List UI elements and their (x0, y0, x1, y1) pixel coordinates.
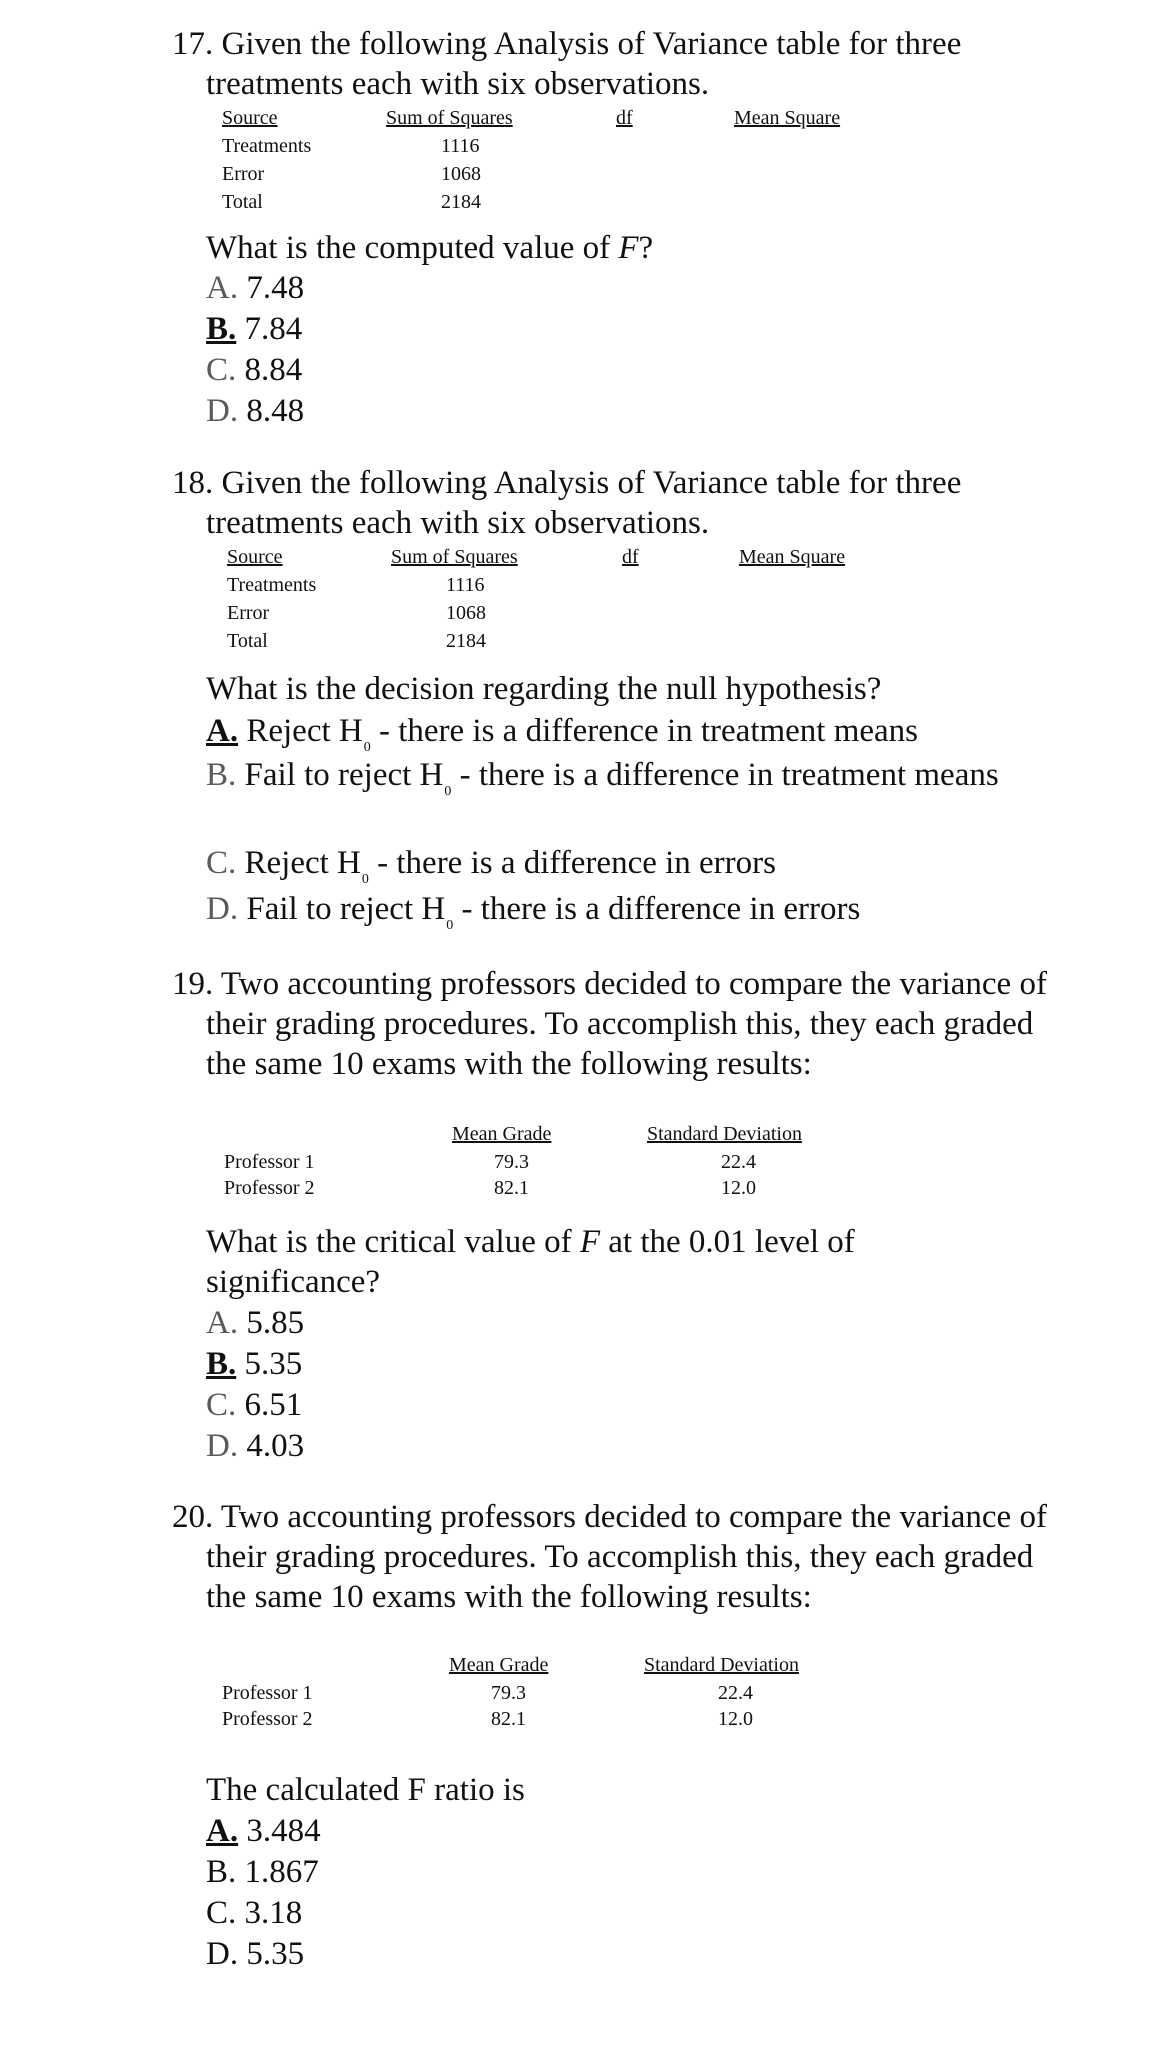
table-cell-mean: 79.3 (491, 1682, 526, 1704)
table-cell-sd: 12.0 (721, 1177, 756, 1199)
option-c[interactable] (206, 841, 1026, 892)
option-b[interactable] (206, 1852, 319, 1892)
option-letter: A. (206, 1813, 239, 1849)
table-header-mean: Mean Grade (449, 1654, 549, 1676)
table-cell-ss: 1116 (441, 135, 480, 157)
table-cell-mean: 79.3 (494, 1151, 529, 1173)
table-cell-ss: 2184 (441, 191, 481, 213)
table-header-ms: Mean Square (739, 546, 846, 568)
table-header-df: df (616, 107, 633, 129)
option-letter: B. (206, 757, 237, 793)
question-17-prompt (206, 228, 653, 268)
option-text: 3.484 (238, 1813, 321, 1849)
subscript-zero: 0 (363, 740, 371, 755)
option-c[interactable] (206, 350, 302, 390)
prompt-text: at the 0.01 level of significance? (206, 1224, 855, 1300)
option-letter: C. (206, 1387, 237, 1423)
table-cell-sd: 22.4 (721, 1151, 756, 1173)
option-text: - there is a difference in treatment means (370, 713, 919, 749)
table-cell-name: Professor 1 (222, 1682, 313, 1704)
option-letter: C. (206, 352, 237, 388)
option-text: 5.35 (236, 1346, 303, 1382)
prompt-variable: F (618, 230, 639, 266)
option-text: 1.867 (236, 1854, 319, 1890)
table-cell-source: Total (227, 630, 268, 652)
table-cell-source: Error (227, 602, 270, 624)
option-d[interactable] (206, 391, 304, 431)
option-d[interactable] (206, 1934, 304, 1974)
table-cell-mean: 82.1 (494, 1177, 529, 1199)
table-cell-ss: 1116 (446, 574, 485, 596)
table-header-sd: Standard Deviation (647, 1123, 802, 1145)
option-text: 5.35 (238, 1936, 305, 1972)
table-cell-name: Professor 2 (222, 1708, 313, 1730)
table-cell-name: Professor 2 (224, 1177, 315, 1199)
table-cell-ss: 1068 (446, 602, 486, 624)
option-text: Fail to reject H (236, 757, 444, 793)
option-text: - there is a difference in errors (368, 845, 776, 881)
option-letter: A. (206, 713, 239, 749)
table-cell-sd: 22.4 (718, 1682, 753, 1704)
question-18-prompt: What is the decision regarding the null hypothesis? (206, 671, 882, 707)
question-20-prompt: The calculated F ratio is (206, 1772, 525, 1808)
option-text: 3.18 (236, 1895, 303, 1931)
question-18-stem: 18. Given the following Analysis of Variance table for three treatments each with six observations. (172, 465, 962, 541)
option-letter: C. (206, 845, 237, 881)
table-header-ss: Sum of Squares (391, 546, 518, 568)
prompt-variable: F (579, 1224, 601, 1260)
option-letter: A. (206, 270, 239, 306)
option-text: 5.85 (238, 1305, 305, 1341)
table-header-df: df (622, 546, 639, 568)
option-a[interactable] (206, 268, 304, 308)
option-text: - there is a difference in treatment means (451, 757, 999, 793)
option-letter: D. (206, 891, 239, 927)
option-text: Fail to reject H (238, 891, 446, 927)
table-cell-source: Error (222, 163, 265, 185)
table-header-ss: Sum of Squares (386, 107, 513, 129)
table-cell-ss: 2184 (446, 630, 486, 652)
question-19-stem: 19. Two accounting professors decided to compare the variance of their grading procedures. To accomplish this, they each graded the same 10 exams with the following results: (172, 966, 1047, 1082)
table-cell-source: Treatments (227, 574, 317, 596)
option-text: 7.48 (238, 270, 305, 306)
option-text: 6.51 (236, 1387, 303, 1423)
table-header-ms: Mean Square (734, 107, 841, 129)
question-20-stem: 20. Two accounting professors decided to compare the variance of their grading procedures. To accomplish this, they each graded the same 10 exams with the following results: (172, 1499, 1047, 1615)
option-text: 8.48 (238, 393, 305, 429)
table-header-source: Source (222, 107, 278, 129)
question-17-stem: 17. Given the following Analysis of Variance table for three treatments each with six observations. (172, 26, 962, 102)
prompt-text: What is the critical value of (206, 1224, 580, 1260)
option-text: 8.84 (236, 352, 303, 388)
option-letter: D. (206, 1936, 239, 1972)
option-c[interactable] (206, 1385, 302, 1425)
option-d[interactable] (206, 1426, 304, 1466)
option-a[interactable] (206, 1811, 321, 1851)
table-header-source: Source (227, 546, 283, 568)
table-cell-source: Total (222, 191, 263, 213)
option-text: Reject H (236, 845, 361, 881)
option-text: 4.03 (238, 1428, 305, 1464)
table-header-mean: Mean Grade (452, 1123, 552, 1145)
option-text: - there is a difference in errors (453, 891, 861, 927)
table-cell-sd: 12.0 (718, 1708, 753, 1730)
table-cell-name: Professor 1 (224, 1151, 315, 1173)
option-letter: D. (206, 1428, 239, 1464)
question-19-prompt (206, 1222, 906, 1302)
option-b[interactable] (206, 309, 302, 349)
table-cell-ss: 1068 (441, 163, 481, 185)
option-letter: B. (206, 1854, 237, 1890)
option-d[interactable] (206, 887, 1026, 938)
option-b[interactable] (206, 1344, 302, 1384)
option-letter: C. (206, 1895, 237, 1931)
subscript-zero: 0 (446, 918, 454, 933)
option-a[interactable] (206, 1303, 304, 1343)
option-letter: A. (206, 1305, 239, 1341)
subscript-zero: 0 (361, 872, 369, 887)
option-letter: B. (206, 1346, 237, 1382)
table-cell-mean: 82.1 (491, 1708, 526, 1730)
option-letter: B. (206, 311, 237, 347)
subscript-zero: 0 (444, 784, 452, 799)
option-text: 7.84 (236, 311, 303, 347)
prompt-text: ? (638, 230, 654, 266)
option-letter: D. (206, 393, 239, 429)
option-text: Reject H (238, 713, 363, 749)
table-header-sd: Standard Deviation (644, 1654, 799, 1676)
option-c[interactable] (206, 1893, 302, 1933)
prompt-text: What is the computed value of (206, 230, 619, 266)
table-cell-source: Treatments (222, 135, 312, 157)
option-b[interactable] (206, 753, 1026, 804)
